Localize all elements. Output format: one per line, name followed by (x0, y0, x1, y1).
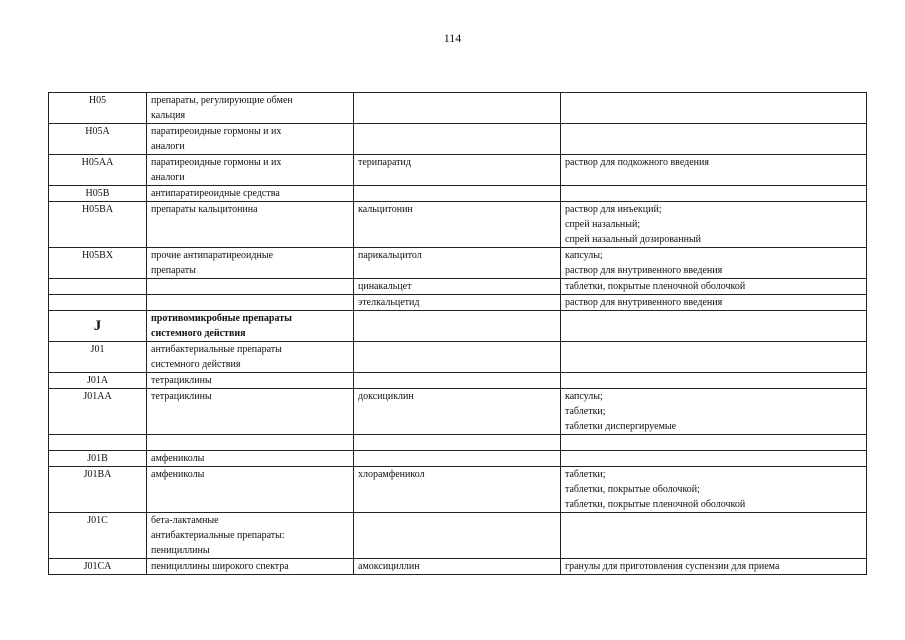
group-name-cell (147, 155, 354, 186)
dosage-form-line: спрей назальный; (565, 219, 641, 230)
atc-code-cell: J01 (49, 342, 147, 373)
drug-name-cell (354, 513, 561, 559)
dosage-form-line: таблетки; (565, 406, 606, 417)
group-name-line: паратиреоидные гормоны и их (151, 126, 282, 137)
dosage-form-line: раствор для инъекций; (565, 204, 662, 215)
group-name-cell (147, 279, 354, 295)
drug-name-cell (354, 279, 561, 295)
dosage-form-line: раствор для внутривенного введения (565, 297, 723, 308)
dosage-form-line: капсулы; (565, 391, 603, 402)
drug-name-line: амоксициллин (358, 561, 420, 572)
table-row (49, 389, 867, 435)
drug-name-line: этелкальцетид (358, 297, 420, 308)
drug-name-line: цинакальцет (358, 281, 412, 292)
group-name-line: антипаратиреоидные средства (151, 188, 280, 199)
dosage-form-cell (561, 295, 867, 311)
table-row (49, 467, 867, 513)
atc-code-cell: J (49, 311, 147, 342)
group-name-line: системного действия (151, 359, 241, 370)
group-name-line: препараты (151, 265, 196, 276)
dosage-form-line: таблетки; (565, 469, 606, 480)
table-row (49, 311, 867, 342)
dosage-form-cell (561, 435, 867, 451)
group-name-cell (147, 93, 354, 124)
group-name-line: противомикробные препараты (151, 313, 292, 324)
drug-name-cell (354, 93, 561, 124)
table-row (49, 279, 867, 295)
group-name-cell (147, 559, 354, 575)
drug-name-line: парикальцитол (358, 250, 422, 261)
group-name-cell (147, 186, 354, 202)
dosage-form-line: гранулы для приготовления суспензии для приема (565, 561, 780, 572)
group-name-cell (147, 342, 354, 373)
atc-code-cell: J01BA (49, 467, 147, 513)
atc-code-cell: H05B (49, 186, 147, 202)
atc-code-cell: H05AA (49, 155, 147, 186)
atc-code-cell (49, 279, 147, 295)
atc-code-cell: H05BX (49, 248, 147, 279)
group-name-cell (147, 467, 354, 513)
atc-code-cell: H05 (49, 93, 147, 124)
atc-code-cell: J01A (49, 373, 147, 389)
dosage-form-cell (561, 559, 867, 575)
group-name-line: тетрациклины (151, 391, 212, 402)
drug-name-cell (354, 389, 561, 435)
drug-name-cell (354, 124, 561, 155)
group-name-cell (147, 311, 354, 342)
dosage-form-cell (561, 342, 867, 373)
drug-name-line: доксициклин (358, 391, 414, 402)
table-row (49, 373, 867, 389)
table-row (49, 186, 867, 202)
group-name-cell (147, 124, 354, 155)
group-name-line: бета-лактамные (151, 515, 219, 526)
dosage-form-cell (561, 467, 867, 513)
table-row (49, 435, 867, 451)
dosage-form-cell (561, 202, 867, 248)
atc-code-cell (49, 295, 147, 311)
group-name-line: препараты кальцитонина (151, 204, 258, 215)
drug-name-cell (354, 295, 561, 311)
group-name-line: амфениколы (151, 469, 205, 480)
dosage-form-cell (561, 373, 867, 389)
dosage-form-cell (561, 513, 867, 559)
dosage-form-cell (561, 186, 867, 202)
atc-code-cell: H05BA (49, 202, 147, 248)
dosage-form-cell (561, 451, 867, 467)
table-row (49, 155, 867, 186)
dosage-form-line: раствор для подкожного введения (565, 157, 709, 168)
drug-name-cell (354, 342, 561, 373)
drug-name-cell (354, 311, 561, 342)
table-row (49, 295, 867, 311)
atc-code-cell: H05A (49, 124, 147, 155)
group-name-line: антибактериальные препараты: (151, 530, 285, 541)
table-row (49, 451, 867, 467)
group-name-line: системного действия (151, 328, 246, 339)
group-name-line: амфениколы (151, 453, 205, 464)
drug-name-line: терипаратид (358, 157, 411, 168)
drug-name-cell (354, 559, 561, 575)
atc-code-cell (49, 435, 147, 451)
group-name-cell (147, 295, 354, 311)
group-name-cell (147, 513, 354, 559)
group-name-line: тетрациклины (151, 375, 212, 386)
atc-code-cell: J01C (49, 513, 147, 559)
table-row (49, 124, 867, 155)
dosage-form-cell (561, 93, 867, 124)
group-name-line: пенициллины широкого спектра (151, 561, 289, 572)
drug-name-line: хлорамфеникол (358, 469, 425, 480)
table-row (49, 513, 867, 559)
dosage-form-line: спрей назальный дозированный (565, 234, 702, 245)
group-name-line: кальция (151, 110, 186, 121)
group-name-line: антибактериальные препараты (151, 344, 282, 355)
table-row (49, 559, 867, 575)
group-name-cell (147, 202, 354, 248)
drug-name-cell (354, 202, 561, 248)
atc-code-cell: J01AA (49, 389, 147, 435)
dosage-form-cell (561, 279, 867, 295)
drug-name-cell (354, 248, 561, 279)
dosage-form-cell (561, 124, 867, 155)
drug-name-cell (354, 186, 561, 202)
atc-code-cell: J01B (49, 451, 147, 467)
group-name-line: аналоги (151, 172, 185, 183)
drug-name-cell (354, 435, 561, 451)
drug-classification-table (48, 92, 867, 575)
group-name-line: прочие антипаратиреоидные (151, 250, 274, 261)
dosage-form-line: таблетки, покрытые оболочкой; (565, 484, 700, 495)
table-row (49, 248, 867, 279)
table-body (49, 93, 867, 575)
group-name-cell (147, 451, 354, 467)
table-row (49, 342, 867, 373)
group-name-cell (147, 435, 354, 451)
dosage-form-line: таблетки диспергируемые (565, 421, 677, 432)
group-name-cell (147, 248, 354, 279)
drug-name-line: кальцитонин (358, 204, 413, 215)
group-name-line: паратиреоидные гормоны и их (151, 157, 282, 168)
dosage-form-cell (561, 155, 867, 186)
dosage-form-line: капсулы; (565, 250, 603, 261)
dosage-form-cell (561, 311, 867, 342)
group-name-cell (147, 389, 354, 435)
drug-name-cell (354, 373, 561, 389)
group-name-line: препараты, регулирующие обмен (151, 95, 293, 106)
atc-code-cell: J01CA (49, 559, 147, 575)
dosage-form-line: таблетки, покрытые пленочной оболочкой (565, 499, 746, 510)
dosage-form-line: раствор для внутривенного введения (565, 265, 723, 276)
table-row (49, 93, 867, 124)
drug-name-cell (354, 467, 561, 513)
table-row (49, 202, 867, 248)
dosage-form-line: таблетки, покрытые пленочной оболочкой (565, 281, 746, 292)
dosage-form-cell (561, 248, 867, 279)
dosage-form-cell (561, 389, 867, 435)
drug-name-cell (354, 155, 561, 186)
page-number: 114 (443, 31, 462, 45)
group-name-line: аналоги (151, 141, 185, 152)
drug-name-cell (354, 451, 561, 467)
group-name-line: пенициллины (151, 545, 210, 556)
group-name-cell (147, 373, 354, 389)
